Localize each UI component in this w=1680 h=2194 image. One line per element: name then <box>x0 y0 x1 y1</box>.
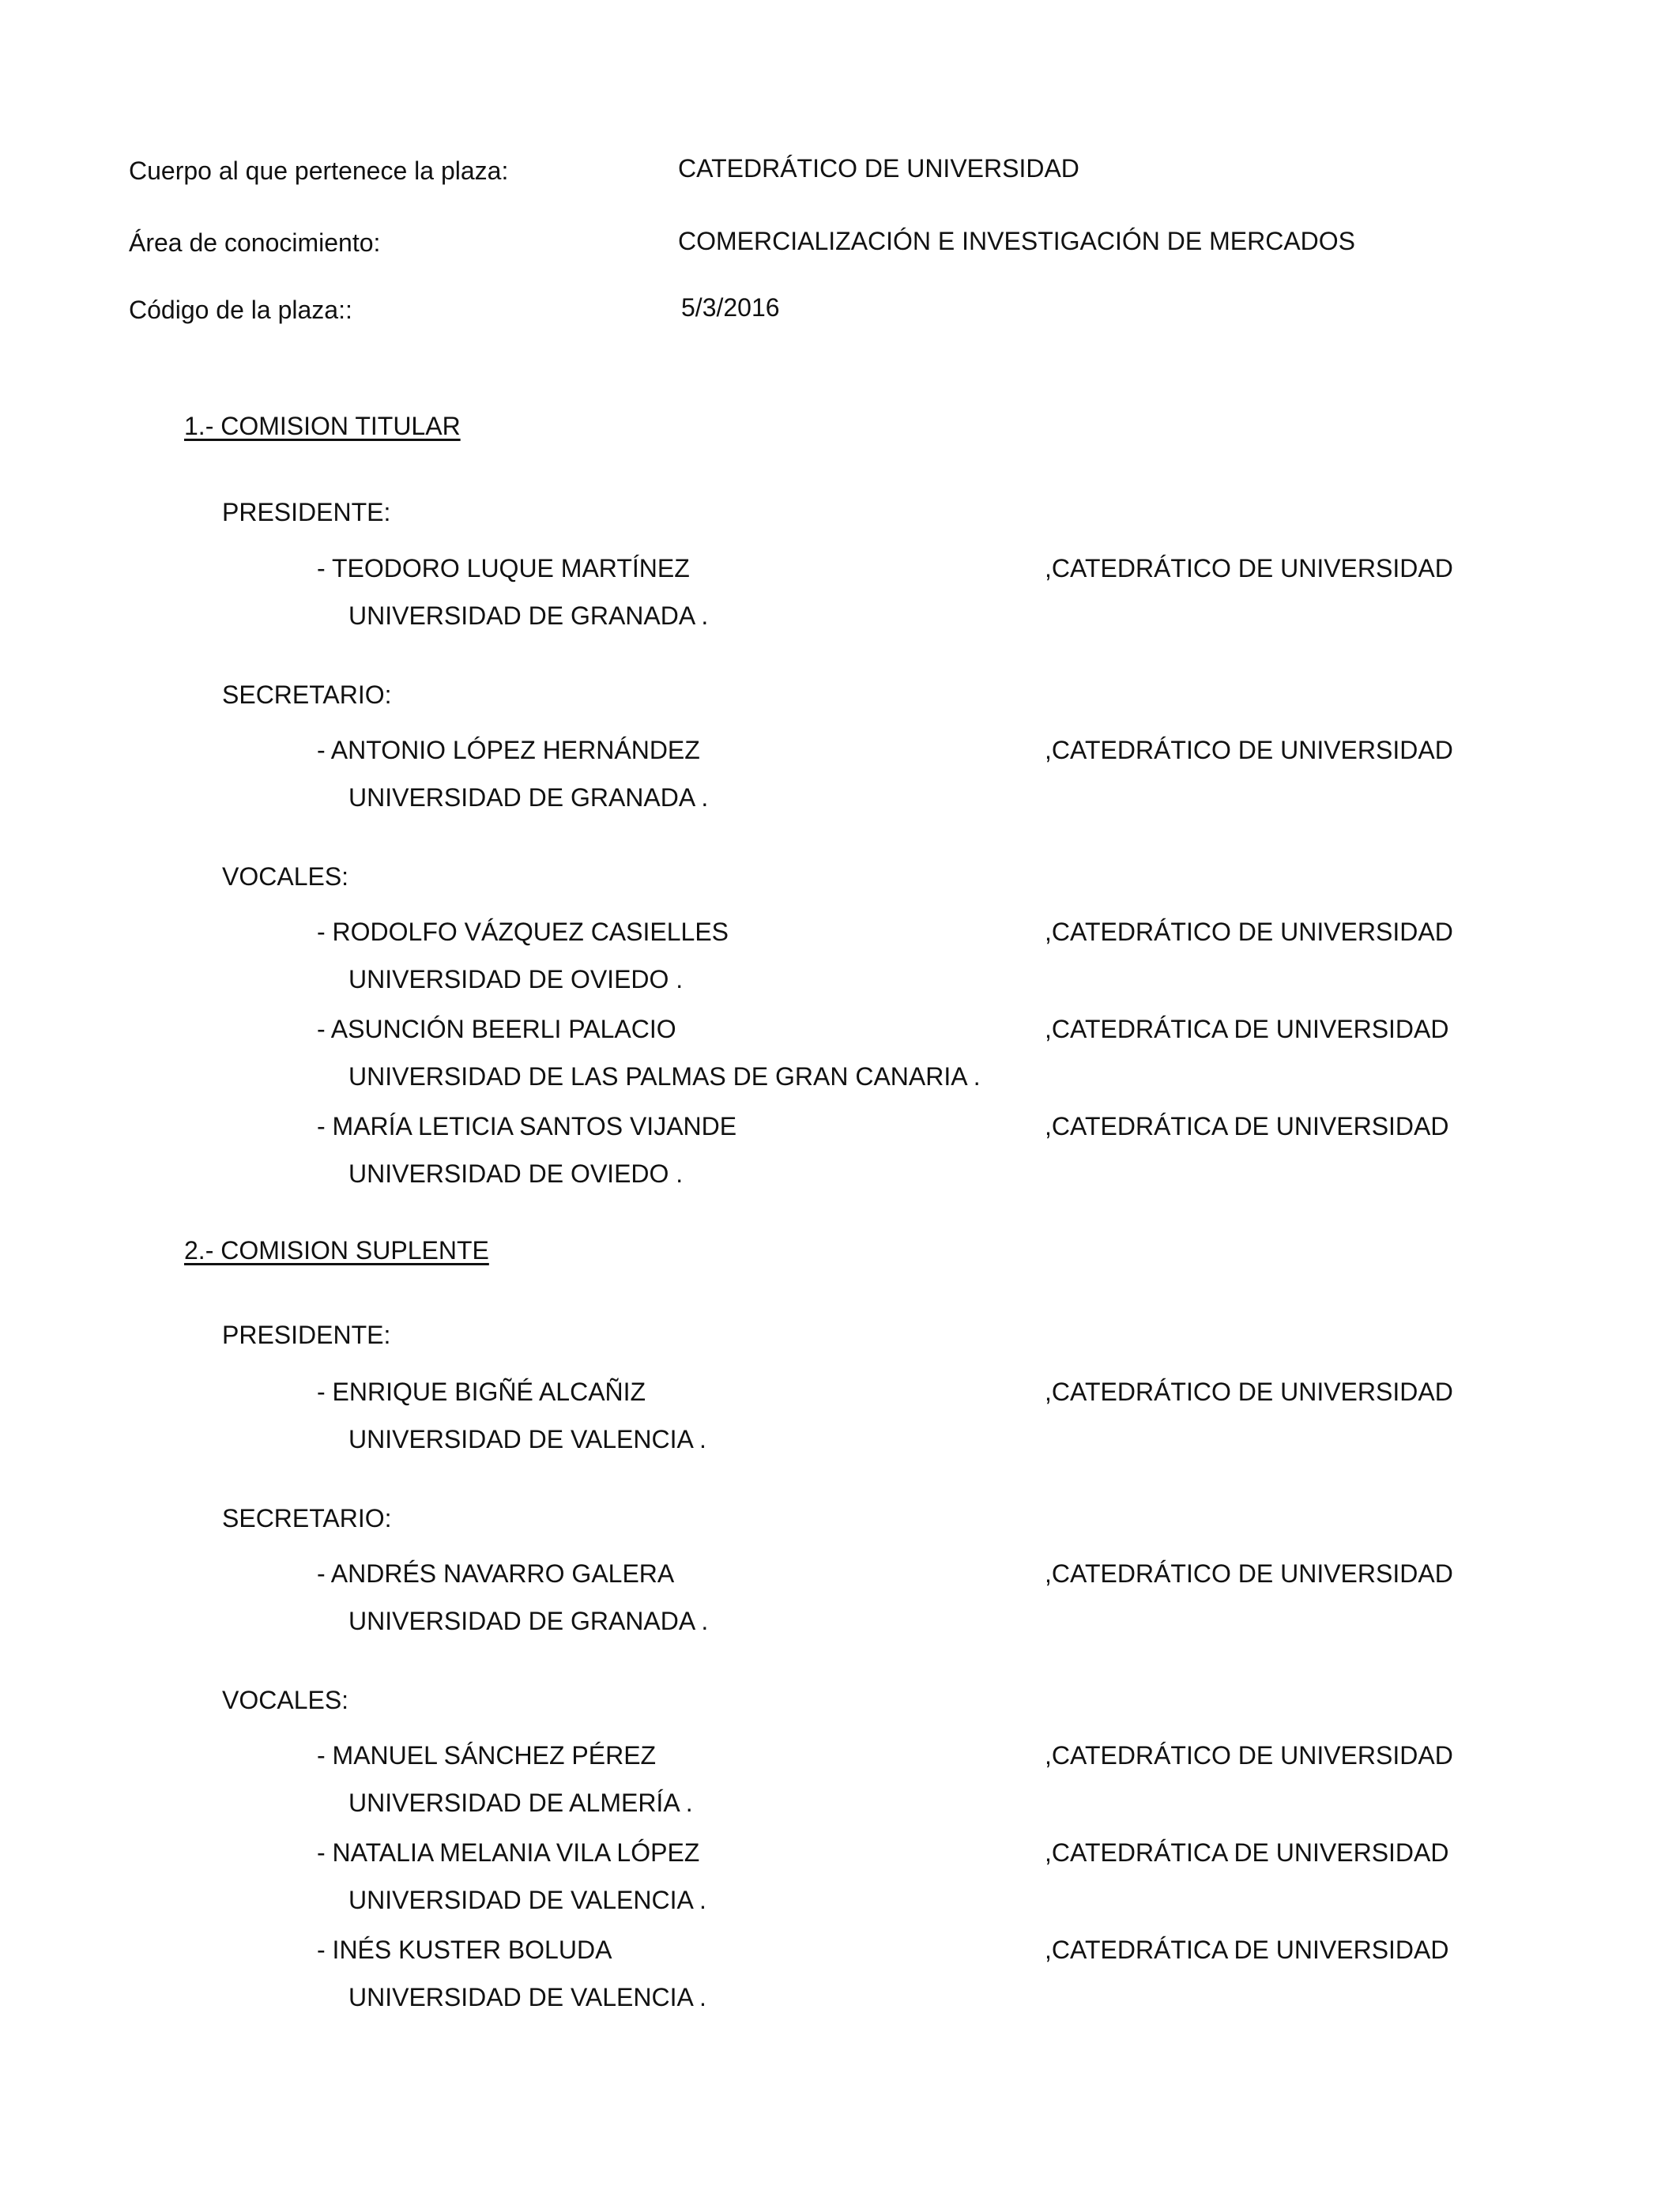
member-rank: ,CATEDRÁTICA DE UNIVERSIDAD <box>1045 1838 1449 1867</box>
role-label-secretario: SECRETARIO: <box>222 1504 392 1532</box>
section-title-titular: 1.- COMISION TITULAR <box>184 412 461 440</box>
member-name: - ASUNCIÓN BEERLI PALACIO <box>317 1015 676 1043</box>
member-name: - ANTONIO LÓPEZ HERNÁNDEZ <box>317 736 700 764</box>
cuerpo-label: Cuerpo al que pertenece la plaza: <box>129 156 509 185</box>
role-label-presidente: PRESIDENTE: <box>222 1321 391 1349</box>
section-title-suplente: 2.- COMISION SUPLENTE <box>184 1236 489 1265</box>
member-university: UNIVERSIDAD DE OVIEDO . <box>348 1159 684 1188</box>
member-name: - MANUEL SÁNCHEZ PÉREZ <box>317 1741 657 1770</box>
member-rank: ,CATEDRÁTICA DE UNIVERSIDAD <box>1045 1936 1449 1964</box>
member-name: - NATALIA MELANIA VILA LÓPEZ <box>317 1838 700 1867</box>
member-name: - ENRIQUE BIGÑÉ ALCAÑIZ <box>317 1378 646 1406</box>
member-rank: ,CATEDRÁTICO DE UNIVERSIDAD <box>1045 1378 1453 1406</box>
member-university: UNIVERSIDAD DE ALMERÍA . <box>348 1789 693 1817</box>
cuerpo-value: CATEDRÁTICO DE UNIVERSIDAD <box>678 154 1079 183</box>
role-label-presidente: PRESIDENTE: <box>222 498 391 526</box>
member-rank: ,CATEDRÁTICA DE UNIVERSIDAD <box>1045 1015 1449 1043</box>
member-university: UNIVERSIDAD DE VALENCIA . <box>348 1425 706 1453</box>
member-name: - TEODORO LUQUE MARTÍNEZ <box>317 554 690 582</box>
member-rank: ,CATEDRÁTICO DE UNIVERSIDAD <box>1045 1741 1453 1770</box>
area-label: Área de conocimiento: <box>129 228 381 257</box>
member-name: - INÉS KUSTER BOLUDA <box>317 1936 612 1964</box>
member-rank: ,CATEDRÁTICO DE UNIVERSIDAD <box>1045 736 1453 764</box>
member-name: - RODOLFO VÁZQUEZ CASIELLES <box>317 918 729 946</box>
role-label-vocales: VOCALES: <box>222 862 349 891</box>
member-name: - MARÍA LETICIA SANTOS VIJANDE <box>317 1112 737 1140</box>
member-university: UNIVERSIDAD DE GRANADA . <box>348 783 709 812</box>
member-rank: ,CATEDRÁTICO DE UNIVERSIDAD <box>1045 918 1453 946</box>
codigo-label: Código de la plaza:: <box>129 296 352 324</box>
member-university: UNIVERSIDAD DE LAS PALMAS DE GRAN CANARIA . <box>348 1062 981 1091</box>
member-university: UNIVERSIDAD DE OVIEDO . <box>348 965 684 993</box>
member-rank: ,CATEDRÁTICO DE UNIVERSIDAD <box>1045 1559 1453 1588</box>
codigo-value: 5/3/2016 <box>681 293 780 322</box>
member-rank: ,CATEDRÁTICO DE UNIVERSIDAD <box>1045 554 1453 582</box>
role-label-vocales: VOCALES: <box>222 1686 349 1714</box>
member-university: UNIVERSIDAD DE GRANADA . <box>348 1607 709 1635</box>
member-rank: ,CATEDRÁTICA DE UNIVERSIDAD <box>1045 1112 1449 1140</box>
member-name: - ANDRÉS NAVARRO GALERA <box>317 1559 675 1588</box>
member-university: UNIVERSIDAD DE VALENCIA . <box>348 1886 706 1914</box>
role-label-secretario: SECRETARIO: <box>222 680 392 709</box>
member-university: UNIVERSIDAD DE GRANADA . <box>348 601 709 630</box>
member-university: UNIVERSIDAD DE VALENCIA . <box>348 1983 706 2011</box>
area-value: COMERCIALIZACIÓN E INVESTIGACIÓN DE MERCADOS <box>678 227 1355 255</box>
